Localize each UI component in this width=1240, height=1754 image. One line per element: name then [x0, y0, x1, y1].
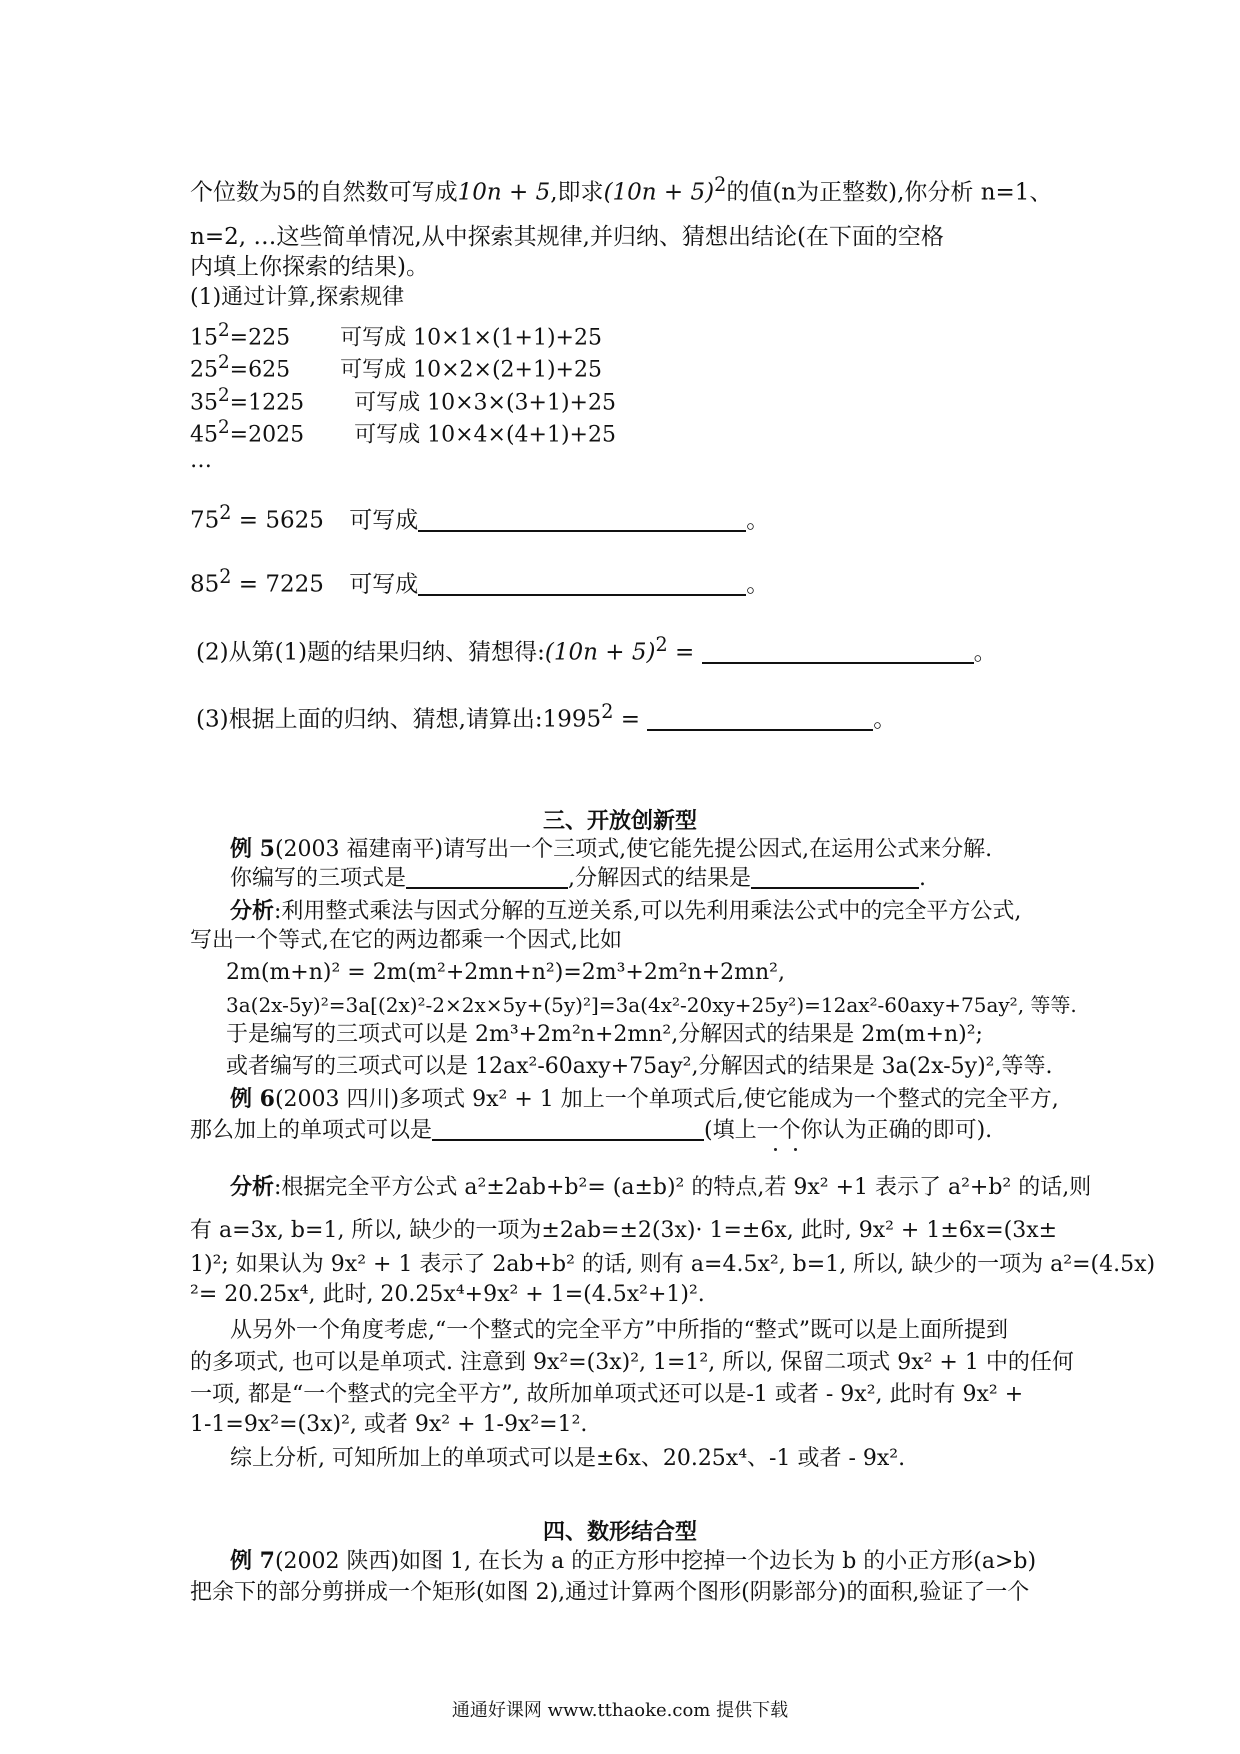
- analysis-2-para-2-line-2: 的多项式, 也可以是单项式. 注意到 9x²=(3x)², 1=1², 所以, 保留二项式 9x² + 1 中的任何: [190, 1350, 1074, 1375]
- answer-blank-formula[interactable]: [702, 640, 974, 664]
- row-45: $45^2=2025$ 可写成 10×4×(4+1)+25: [190, 417, 616, 448]
- analysis-2-line-4: ²= 20.25x⁴, 此时, 20.25x⁴+9x² + 1=(4.5x²+1)².: [190, 1282, 705, 1307]
- answer-blank-85[interactable]: [418, 572, 746, 596]
- analysis-1-line-1: 分析:利用整式乘法与因式分解的互逆关系,可以先利用乘法公式中的完全平方公式,: [230, 898, 1022, 924]
- example-7-line-1: 例 7(2002 陕西)如图 1, 在长为 a 的正方形中挖掉一个边长为 b 的小正方形(a>b): [230, 1548, 1037, 1574]
- analysis-1-line-3: 2m(m+n)² = 2m(m²+2mn+n²)=2m³+2m²n+2mn²,: [226, 960, 785, 985]
- section-4-title: 四、数形结合型: [542, 1519, 697, 1545]
- answer-blank-1995[interactable]: [647, 707, 873, 731]
- answer-blank-factored[interactable]: [751, 865, 919, 889]
- part3-line: (3)根据上面的归纳、猜想,请算出$:1995^2$ = 。: [196, 700, 897, 733]
- analysis-1-line-4: 3a(2x-5y)²=3a[(2x)²-2×2x×5y+(5y)²]=3a(4x²-20xy+25y²)=12ax²-60axy+75ay², 等等.: [226, 993, 1077, 1017]
- emphasis-dot: [794, 1148, 797, 1151]
- answer-blank-75[interactable]: [418, 508, 746, 532]
- example-6-line-1: 例 6(2003 四川)多项式 9x² + 1 加上一个单项式后,使它能成为一个整式的完全平方,: [230, 1086, 1059, 1112]
- intro-line-3: 内填上你探索的结果)。: [190, 254, 429, 280]
- analysis-2-para-2-line-1: 从另外一个角度考虑,“一个整式的完全平方”中所指的“整式”既可以是上面所提到: [230, 1318, 1008, 1343]
- analysis-1-line-2: 写出一个等式,在它的两边都乘一个因式,比如: [190, 928, 622, 953]
- ellipsis: …: [190, 448, 212, 473]
- expr-square: (10n + 5): [603, 179, 715, 206]
- row-15: $15^2=225$ 可写成 10×1×(1+1)+25: [190, 320, 602, 351]
- section-3-title: 三、开放创新型: [542, 808, 697, 834]
- analysis-1-line-5: 于是编写的三项式可以是 2m³+2m²n+2mn²,分解因式的结果是 2m(m+n)²;: [226, 1022, 983, 1047]
- example-5-line-1: 例 5(2003 福建南平)请写出一个三项式,使它能先提公因式,在运用公式来分解.: [230, 836, 993, 862]
- analysis-2-line-1: 分析:根据完全平方公式 a²±2ab+b²= (a±b)² 的特点,若 9x² +1 表示了 a²+b² 的话,则: [230, 1174, 1092, 1200]
- part1-title: (1)通过计算,探索规律: [190, 285, 405, 310]
- analysis-2-para-2-line-4: 1-1=9x²=(3x)², 或者 9x² + 1-9x²=1².: [190, 1412, 588, 1437]
- example-6-line-2: 那么加上的单项式可以是 (填上一个你认为正确的即可).: [190, 1118, 993, 1143]
- fill-85-line: $85^2 = 7225$ 可写成 。: [190, 565, 770, 598]
- emphasis-dot: [774, 1148, 777, 1151]
- analysis-2-para-2-line-3: 一项, 都是“一个整式的完全平方”, 故所加单项式还可以是-1 或者 - 9x², 此时有 9x² +: [190, 1382, 1024, 1407]
- example-7-line-2: 把余下的部分剪拼成一个矩形(如图 2),通过计算两个图形(阴影部分)的面积,验证了一个: [190, 1580, 1030, 1605]
- row-35: $35^2=1225$ 可写成 10×3×(3+1)+25: [190, 385, 616, 416]
- page-footer: 通通好课网 www.tthaoke.com 提供下载: [451, 1700, 789, 1721]
- answer-blank-monomial[interactable]: [432, 1117, 704, 1141]
- expr-10n-plus-5: 10n + 5: [457, 179, 551, 206]
- analysis-1-line-6: 或者编写的三项式可以是 12ax²-60axy+75ay²,分解因式的结果是 3a(2x-5y)²,等等.: [226, 1054, 1053, 1079]
- row-25: $25^2=625$ 可写成 10×2×(2+1)+25: [190, 352, 602, 383]
- analysis-2-line-2: 有 a=3x, b=1, 所以, 缺少的一项为±2ab=±2(3x)· 1=±6x, 此时, 9x² + 1±6x=(3x±: [190, 1218, 1058, 1243]
- fill-75-line: $75^2 = 5625$ 可写成 。: [190, 501, 770, 534]
- answer-blank-trinomial[interactable]: [406, 865, 568, 889]
- analysis-2-conclusion: 综上分析, 可知所加上的单项式可以是±6x、20.25x⁴、-1 或者 - 9x².: [230, 1446, 906, 1471]
- part2-line: (2)从第(1)题的结果归纳、猜想得:(10n + 5)$^2$ = 。: [196, 633, 997, 666]
- intro-line-2: n=2, …这些简单情况,从中探索其规律,并归纳、猜想出结论(在下面的空格: [190, 224, 944, 250]
- analysis-2-line-3: 1)²; 如果认为 9x² + 1 表示了 2ab+b² 的话, 则有 a=4.5x², b=1, 所以, 缺少的一项为 a²=(4.5x): [190, 1252, 1156, 1277]
- example-5-line-2: 你编写的三项式是 ,分解因式的结果是 .: [230, 866, 927, 891]
- intro-line-1: 个位数为5的自然数可写成10n + 5,即求$(10n + 5)^2$的值(n为正整数),你分析 n=1、: [190, 173, 1053, 206]
